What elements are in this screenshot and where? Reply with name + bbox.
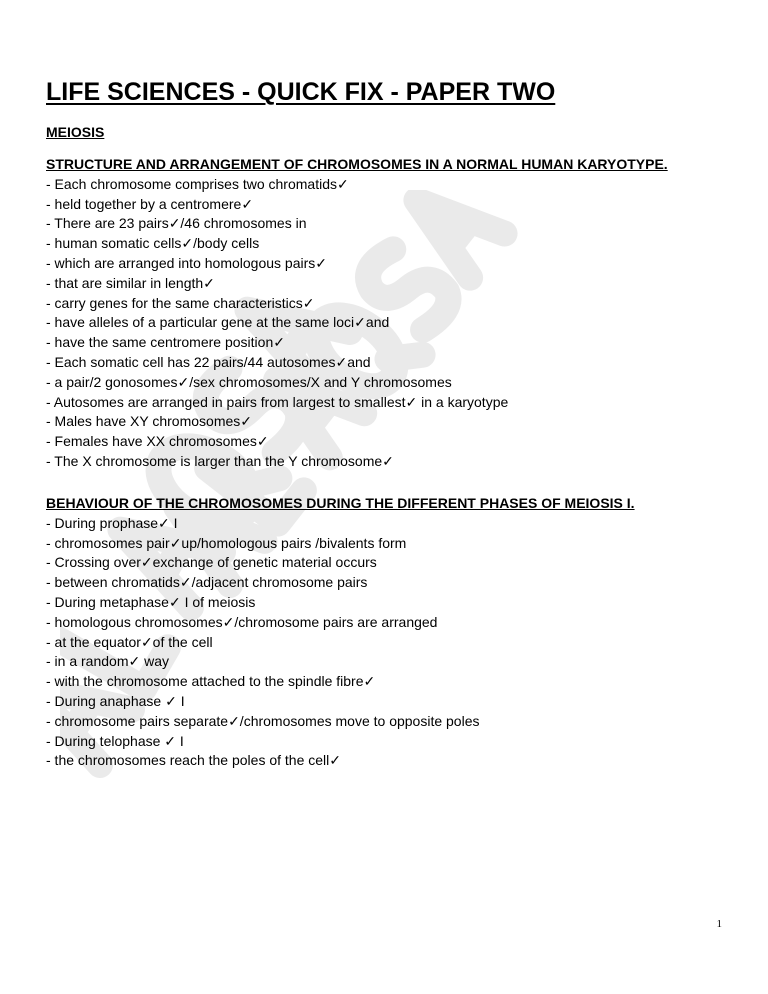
list-item: - Males have XY chromosomes✓	[46, 413, 252, 430]
list-item: - that are similar in length✓	[46, 274, 215, 291]
document-title: LIFE SCIENCES - QUICK FIX - PAPER TWO	[46, 78, 556, 106]
list-item: - During telophase ✓ I	[46, 732, 184, 749]
meiosis-behaviour-block	[46, 494, 635, 771]
list-item: - homologous chromosomes✓/chromosome pairs are arranged	[46, 613, 438, 630]
list-item: - a pair/2 gonosomes✓/sex chromosomes/X and Y chromosomes	[46, 373, 452, 390]
list-item: - carry genes for the same characteristics✓	[46, 294, 315, 311]
list-item: - Crossing over✓exchange of genetic material occurs	[46, 554, 377, 571]
list-item: - human somatic cells✓/body cells	[46, 235, 260, 252]
list-item: - Each somatic cell has 22 pairs/44 autosomes✓and	[46, 353, 371, 370]
list-item: - at the equator✓of the cell	[46, 633, 213, 650]
karyotype-list	[46, 175, 668, 472]
meiosis-behaviour-list	[46, 514, 635, 771]
list-item: - During anaphase ✓ I	[46, 692, 185, 709]
list-item: - which are arranged into homologous pairs✓	[46, 254, 327, 271]
list-item: - During prophase✓ I	[46, 514, 178, 531]
list-item: - held together by a centromere✓	[46, 195, 254, 212]
section-label-meiosis: MEIOSIS	[46, 124, 105, 140]
karyotype-block	[46, 155, 668, 472]
list-item: - Each chromosome comprises two chromatids✓	[46, 175, 349, 192]
meiosis-behaviour-heading: BEHAVIOUR OF THE CHROMOSOMES DURING THE DIFFERENT PHASES OF MEIOSIS I.	[46, 495, 635, 511]
list-item: - During metaphase✓ I of meiosis	[46, 593, 256, 610]
list-item: - There are 23 pairs✓/46 chromosomes in	[46, 215, 307, 232]
list-item: - have the same centromere position✓	[46, 334, 285, 351]
page-number: 1	[716, 918, 722, 930]
list-item: - have alleles of a particular gene at the same loci✓and	[46, 314, 390, 331]
list-item: - Females have XX chromosomes✓	[46, 433, 269, 450]
list-item: - the chromosomes reach the poles of the cell✓	[46, 752, 341, 769]
list-item: - in a random✓ way	[46, 653, 169, 670]
list-item: - Autosomes are arranged in pairs from largest to smallest✓ in a karyotype	[46, 393, 509, 410]
list-item: - chromosome pairs separate✓/chromosomes move to opposite poles	[46, 712, 480, 729]
karyotype-heading: STRUCTURE AND ARRANGEMENT OF CHROMOSOMES IN A NORMAL HUMAN KARYOTYPE.	[46, 156, 668, 172]
list-item: - The X chromosome is larger than the Y chromosome✓	[46, 452, 394, 469]
list-item: - chromosomes pair✓up/homologous pairs /bivalents form	[46, 534, 407, 551]
list-item: - between chromatids✓/adjacent chromosome pairs	[46, 574, 368, 591]
list-item: - with the chromosome attached to the spindle fibre✓	[46, 673, 376, 690]
